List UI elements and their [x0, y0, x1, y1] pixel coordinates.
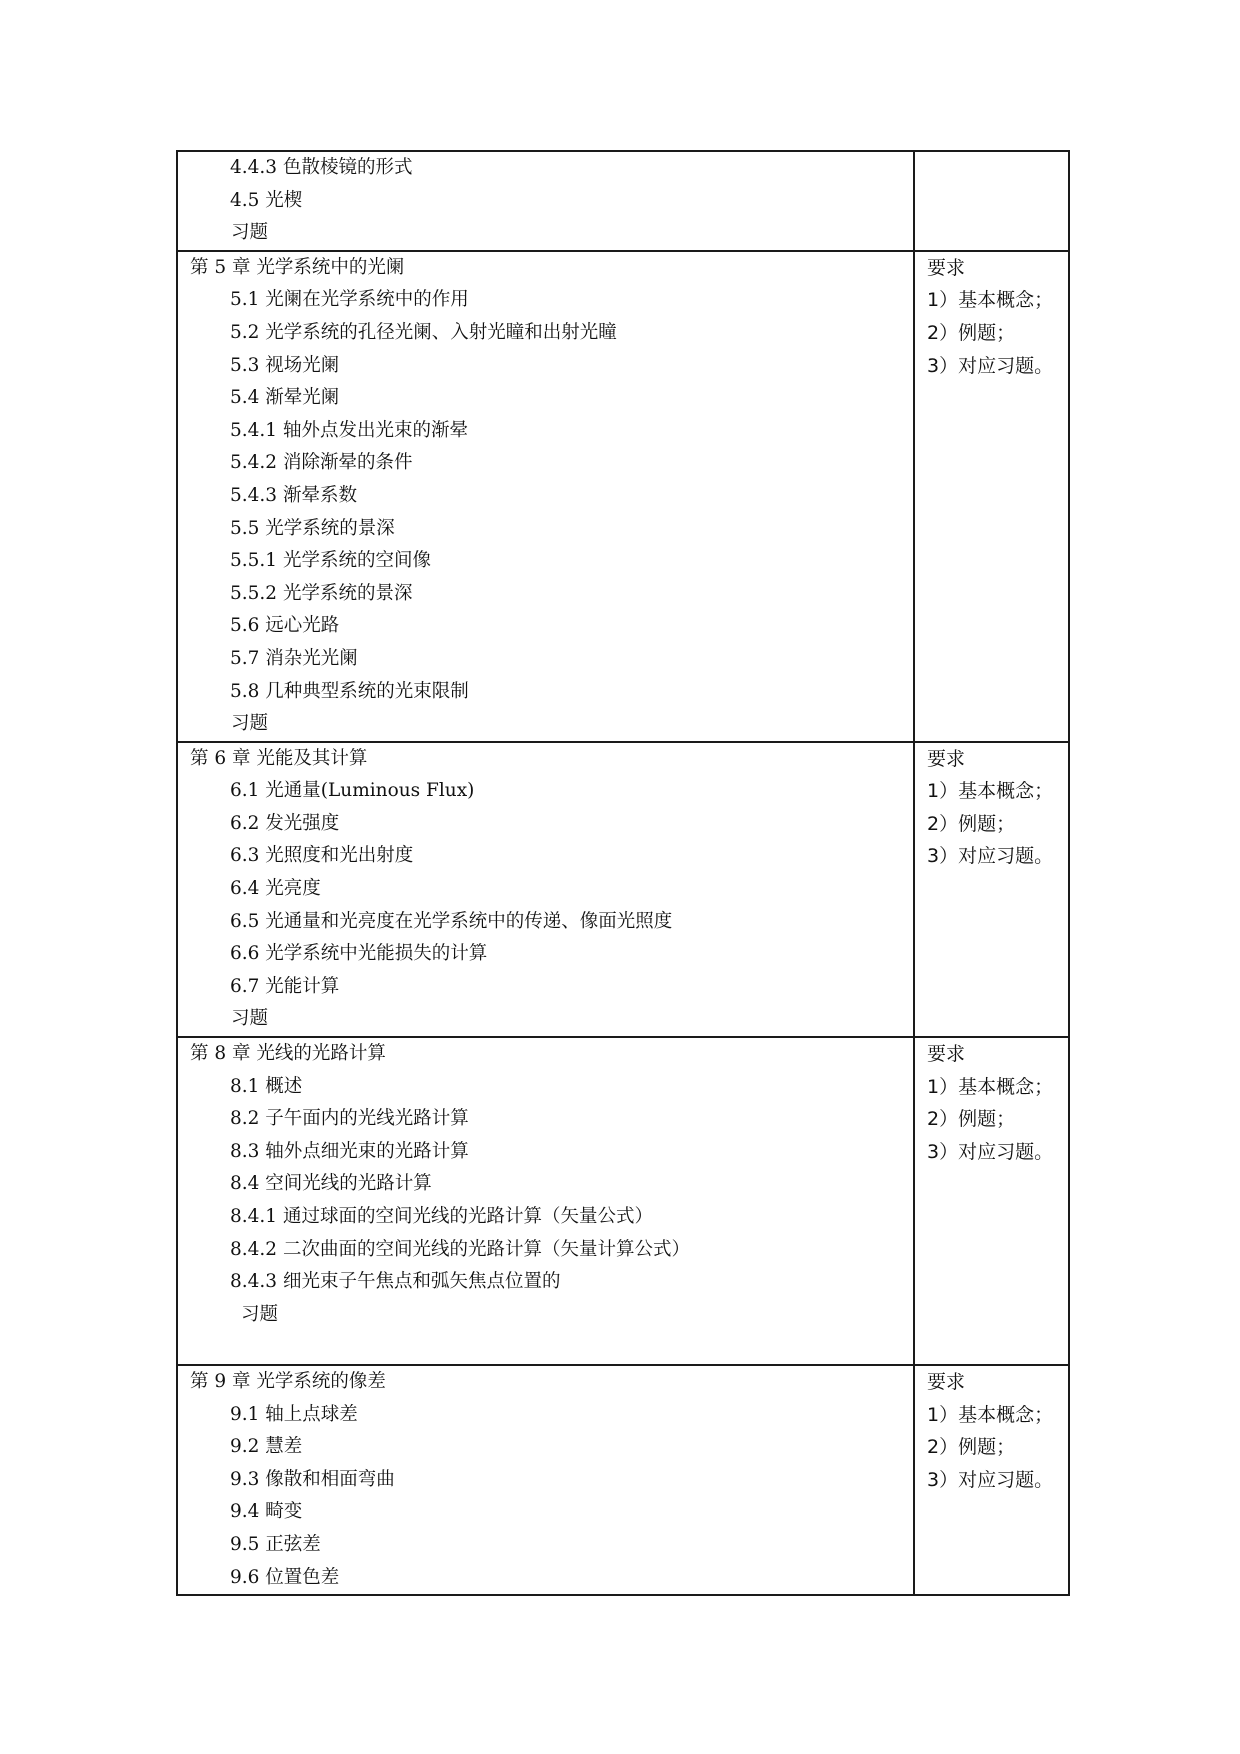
requirements-heading: 要求	[927, 1370, 966, 1393]
section-item: 5.5.1 光学系统的空间像	[230, 550, 431, 572]
table-row	[177, 742, 1069, 1037]
requirement-item: 2）例题；	[927, 812, 1016, 835]
section-item: 8.4.1 通过球面的空间光线的光路计算（矢量公式）	[230, 1206, 653, 1227]
section-item: 5.1 光阑在光学系统中的作用	[230, 289, 469, 311]
requirements-heading: 要求	[927, 256, 966, 279]
requirement-item: 3）对应习题。	[927, 1468, 1054, 1491]
section-item: 5.5.2 光学系统的景深	[230, 582, 413, 604]
section-item: 6.7 光能计算	[230, 975, 340, 997]
section-item: 5.4 渐晕光阑	[230, 387, 340, 409]
requirement-item: 1）基本概念；	[927, 1075, 1054, 1098]
section-item: 5.4.2 消除渐晕的条件	[230, 452, 413, 474]
requirement-item: 2）例题；	[927, 1436, 1016, 1459]
table-row	[177, 1365, 1069, 1595]
chapter-title: 第 5 章 光学系统中的光阑	[190, 256, 405, 278]
chapter-content-cell	[177, 151, 914, 251]
section-item: 9.5 正弦差	[230, 1533, 321, 1555]
section-item: 5.7 消杂光光阑	[230, 647, 358, 669]
section-item: 8.4.2 二次曲面的空间光线的光路计算（矢量计算公式）	[230, 1238, 690, 1260]
requirements-heading: 要求	[927, 1043, 966, 1066]
section-item: 5.8 几种典型系统的光束限制	[230, 680, 469, 702]
section-item: 8.1 概述	[230, 1075, 303, 1097]
section-item: 6.3 光照度和光出射度	[230, 845, 414, 867]
section-item: 5.4.3 渐晕系数	[230, 484, 357, 506]
section-item: 8.3 轴外点细光束的光路计算	[230, 1140, 469, 1162]
requirement-item: 3）对应习题。	[927, 1140, 1054, 1163]
section-item: 6.1 光通量(Luminous Flux)	[230, 780, 475, 802]
section-item: 9.3 像散和相面弯曲	[230, 1468, 395, 1490]
chapter-content-cell	[177, 1037, 914, 1365]
syllabus-body	[177, 151, 1069, 1595]
section-item: 6.4 光亮度	[230, 878, 321, 900]
requirement-item: 2）例题；	[927, 321, 1016, 344]
syllabus-table	[176, 150, 1070, 1596]
section-item: 6.6 光学系统中光能损失的计算	[230, 943, 488, 965]
section-item: 4.5 光楔	[230, 189, 303, 211]
exercise-label: 习题	[231, 222, 269, 244]
table-row	[177, 151, 1069, 251]
requirement-item: 3）对应习题。	[927, 354, 1054, 377]
section-item: 4.4.3 色散棱镜的形式	[230, 157, 413, 178]
requirement-item: 3）对应习题。	[927, 845, 1054, 868]
section-item: 6.5 光通量和光亮度在光学系统中的传递、像面光照度	[230, 910, 673, 932]
section-item: 6.2 发光强度	[230, 812, 340, 834]
requirements-heading: 要求	[927, 747, 966, 770]
chapter-title: 第 6 章 光能及其计算	[190, 747, 368, 769]
chapter-title: 第 8 章 光线的光路计算	[190, 1043, 386, 1065]
section-item: 8.4.3 细光束子午焦点和弧矢焦点位置的	[230, 1271, 561, 1293]
section-item: 5.2 光学系统的孔径光阑、入射光瞳和出射光瞳	[230, 321, 617, 343]
requirements-cell	[914, 742, 1069, 1037]
section-item: 5.4.1 轴外点发出光束的渐晕	[230, 419, 468, 441]
requirement-item: 1）基本概念；	[927, 289, 1054, 312]
chapter-content-cell	[177, 742, 914, 1037]
section-item: 8.4 空间光线的光路计算	[230, 1173, 432, 1195]
requirements-cell	[914, 251, 1069, 742]
section-item: 9.4 畸变	[230, 1501, 303, 1523]
requirements-cell	[914, 1365, 1069, 1595]
section-item: 9.2 慧差	[230, 1436, 303, 1458]
requirement-item: 1）基本概念；	[927, 780, 1054, 803]
chapter-content-cell	[177, 251, 914, 742]
chapter-title: 第 9 章 光学系统的像差	[190, 1370, 386, 1392]
chapter-content-cell	[177, 1365, 914, 1595]
requirements-cell	[914, 151, 1069, 251]
blank-line	[178, 1331, 913, 1364]
section-item: 5.5 光学系统的景深	[230, 517, 395, 539]
section-item: 9.6 位置色差	[230, 1566, 340, 1588]
exercise-label: 习题	[231, 1008, 269, 1030]
section-item: 9.1 轴上点球差	[230, 1403, 358, 1425]
table-row	[177, 1037, 1069, 1365]
section-item: 5.3 视场光阑	[230, 354, 340, 376]
requirement-item: 2）例题；	[927, 1108, 1016, 1131]
exercise-label: 习题	[231, 713, 269, 735]
requirement-item: 1）基本概念；	[927, 1403, 1054, 1426]
section-item: 8.2 子午面内的光线光路计算	[230, 1108, 469, 1130]
table-row	[177, 251, 1069, 742]
exercise-label: 习题	[241, 1303, 279, 1325]
section-item: 5.6 远心光路	[230, 615, 340, 637]
requirements-cell	[914, 1037, 1069, 1365]
